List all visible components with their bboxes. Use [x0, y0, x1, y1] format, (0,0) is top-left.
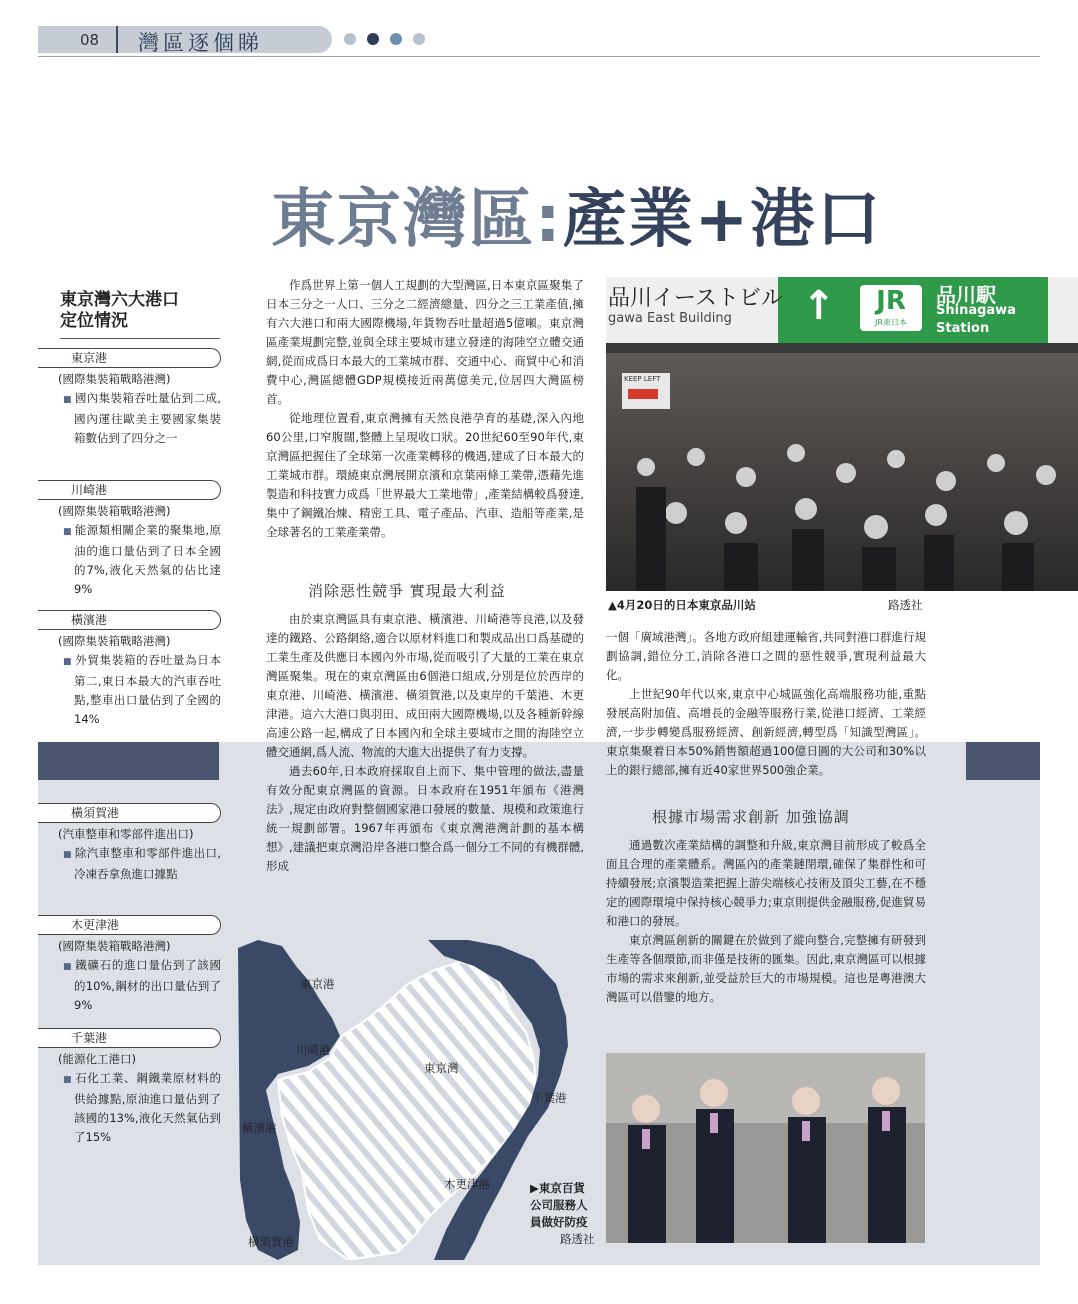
- jr-logo: [860, 285, 922, 331]
- photo2-credit: 路透社: [560, 1232, 595, 1246]
- port-role: (能源化工港口): [58, 1052, 136, 1066]
- sidebar-title: [60, 290, 179, 332]
- port-detail: 能源類相關企業的聚集地,原油的進口量佔到了日本全國的7%,液化天然氣的佔比達9%: [74, 523, 221, 596]
- sign-east-building-en: gawa East Building: [608, 311, 732, 326]
- tokyo-bay-map-graphic: [238, 940, 578, 1260]
- sidebar-title-line1: 東京灣六大港口: [60, 290, 179, 310]
- subheading-1: 消除惡性競爭 實現最大利益: [308, 582, 506, 600]
- jr-logo-text: JR: [876, 286, 906, 316]
- paragraph: 過去60年,日本政府採取自上而下、集中管理的做法,盡量有效分配東京灣區的資源。日本政府在1951年頒布《港灣法》,規定由政府對整個國家港口發展的數量、規模和政策進行統一規劃部署。1967年再頒布《東京灣港灣計劃的基本構想》,建議把東京灣沿岸各港口整合爲一個分工不同的有機群體,形成: [266, 764, 584, 873]
- header-divider: [116, 26, 118, 53]
- port-role: (國際集裝箱戰略港灣): [58, 939, 171, 953]
- header-dot-3: [390, 33, 402, 45]
- port-detail: 鐵礦石的進口量佔到了該國的10%,鋼材的出口量佔到了9%: [74, 958, 221, 1012]
- port-kawasaki: 川崎港 (國際集裝箱戰略港灣) ■ 能源類相關企業的聚集地,原油的進口量佔到了日本全國的7%,液化天然氣的佔比達9%: [38, 480, 221, 599]
- port-role: (國際集裝箱戰略港灣): [58, 504, 171, 518]
- port-name: 千葉港: [38, 1028, 221, 1048]
- article-column-1: [266, 276, 584, 542]
- port-tokyo: 東京港 (國際集裝箱戰略港灣) ■ 國內集裝箱吞吐量佔到二成,國內運往歐美主要國家集裝箱數佔到了四分之一: [38, 348, 221, 448]
- subheading-2: 根據市場需求創新 加強協調: [652, 808, 850, 826]
- sign-station-en-1: Shinagawa: [936, 303, 1016, 318]
- port-role: (汽車整車和零部件進出口): [58, 827, 194, 841]
- paragraph: 從地理位置看,東京灣擁有天然良港孕育的基礎,深入內地60公里,口窄腹闊,整體上呈現收口狀。20世紀60至90年代,東京灣區把握住了全球第一次產業轉移的機遇,建成了日本最大的工業城市群。環繞東京灣展開京濱和京葉兩條工業帶,憑藉先進製造和科技實力成爲「世界最大工業地帶」,產業結構較爲發達,集中了鋼鐵冶煉、精密工具、電子產品、汽車、造船等產業,是全球著名的工業產業帶。: [266, 411, 584, 539]
- sidebar-rule: [60, 338, 220, 339]
- map-label-tokyo-bay: 東京灣: [424, 1061, 459, 1075]
- paragraph: 上世紀90年代以來,東京中心城區強化高端服務功能,重點發展高附加值、高增長的金融等服務行業,從港口經濟、工業經濟,一步步轉變爲服務經濟、創新經濟,轉型爲「知識型灣區」。東京集聚着日本50%銷售額超過100億日圓的大公司和30%以上的銀行總部,擁有近40家世界500強企業。: [606, 687, 926, 777]
- port-detail: 除汽車整車和零部件進出口,冷凍吞拿魚進口據點: [74, 846, 221, 881]
- photo-staff-graphic: [606, 1053, 925, 1243]
- port-name: 橫濱港: [38, 610, 221, 630]
- port-name: 川崎港: [38, 480, 221, 500]
- port-name: 木更津港: [38, 915, 221, 935]
- photo1-caption: ▲4月20日的日本東京品川站: [608, 598, 756, 612]
- article-column-1-cont: [266, 610, 584, 876]
- article-column-2-cont: [606, 836, 926, 1007]
- paragraph: 通過數次產業結構的調整和升級,東京灣目前形成了較爲全面且合理的產業體系。灣區內的產業鏈閉環,確保了集群性和可持續發展;京濱製造業把握上游尖端核心技術及頂尖工藝,在不穩定的國際環境中保持核心競爭力;東京則提供金融服務,促進貿易和港口的發展。: [606, 838, 926, 928]
- band-accent-right: [966, 742, 1040, 780]
- photo2-caption-line3: 員做好防疫: [530, 1215, 588, 1229]
- paragraph: 一個「廣域港灣」。各地方政府組建運輸省,共同對港口群進行規劃協調,錯位分工,消除各港口之間的惡性競爭,實現利益最大化。: [606, 630, 926, 682]
- map-label-tokyo-port: 東京港: [300, 977, 335, 991]
- port-detail: 國內集裝箱吞吐量佔到二成,國內運往歐美主要國家集裝箱數佔到了四分之一: [74, 391, 221, 445]
- band-accent-left: [38, 742, 219, 780]
- port-role: (國際集裝箱戰略港灣): [58, 372, 171, 386]
- headline-part1: 東京灣區: [271, 183, 535, 257]
- sign-station-jp: 品川駅: [936, 283, 996, 307]
- header-rule: [38, 56, 1040, 57]
- port-chiba: 千葉港 (能源化工港口) ■ 石化工業、鋼鐵業原材料的供給據點,原油進口量佔到了該國的13%,液化天然氣佔到了15%: [38, 1028, 221, 1147]
- headline: [271, 168, 882, 260]
- headline-part2: 產業+港口: [562, 183, 883, 257]
- page-number: 08: [80, 31, 100, 49]
- port-kisarazu: 木更津港 (國際集裝箱戰略港灣) ■ 鐵礦石的進口量佔到了該國的10%,鋼材的出口量佔到了9%: [38, 915, 221, 1015]
- tokyo-bay-map: [238, 940, 578, 1260]
- sidebar-title-line2: 定位情況: [60, 311, 128, 331]
- jr-east-text: JR東日本: [875, 318, 907, 327]
- map-label-kisarazu-port: 木更津港: [444, 1177, 490, 1191]
- photo2-caption-line2: 公司服務人: [530, 1198, 588, 1212]
- port-detail: 石化工業、鋼鐵業原材料的供給據點,原油進口量佔到了該國的13%,液化天然氣佔到了15%: [74, 1071, 221, 1144]
- map-label-chiba-port: 千葉港: [532, 1091, 567, 1105]
- paragraph: 東京灣區創新的關鍵在於做到了縱向整合,完整擁有研發到生產等各個環節,而非僅是技術的匯集。因此,東京灣區可以根據市場的需求來創新,並受益於巨大的市場規模。這也是粵港澳大灣區可以借鑒的地方。: [606, 933, 926, 1004]
- map-label-kawasaki-port: 川崎港: [296, 1043, 331, 1057]
- port-detail: 外貿集裝箱的吞吐量為日本第二,東日本最大的汽車吞吐點,整車出口量佔到了全國的14%: [74, 653, 221, 726]
- port-yokohama: 橫濱港 (國際集裝箱戰略港灣) ■ 外貿集裝箱的吞吐量為日本第二,東日本最大的汽車吞吐點,整車出口量佔到了全國的14%: [38, 610, 221, 729]
- paragraph: 作爲世界上第一個人工規劃的大型灣區,日本東京區聚集了日本三分之一人口、三分之二經濟總量、四分之三工業產值,擁有六大港口和兩大國際機場,年貨物吞吐量超過5億噸。東京灣區產業規劃完整,並與全球主要城市建立發達的海陸空立體交通網,從而成爲日本最大的工業城市群、交通中心、商貿中心和消費中心,灣區總體GDP規模接近兩萬億美元,位居四大灣區榜首。: [266, 278, 584, 406]
- photo1-credit: 路透社: [888, 598, 923, 612]
- headline-colon: :: [535, 183, 563, 257]
- port-name: 東京港: [38, 348, 221, 368]
- port-name: 橫須賀港: [38, 803, 221, 823]
- port-yokosuka: 橫須賀港 (汽車整車和零部件進出口) ■ 除汽車整車和零部件進出口,冷凍吞拿魚進口據點: [38, 803, 221, 884]
- photo2-caption-line1: ▶東京百貨: [530, 1181, 585, 1195]
- header-dot-1: [344, 33, 356, 45]
- photo-shinagawa-station: [606, 277, 1078, 591]
- photo-department-store-staff: [606, 1053, 925, 1243]
- map-label-yokohama-port: 橫濱港: [242, 1121, 277, 1135]
- header-dot-4: [413, 33, 425, 45]
- paragraph: 由於東京灣區具有東京港、橫濱港、川崎港等良港,以及發達的鐵路、公路網絡,適合以原材料進口和製成品出口爲基礎的工業生產及供應日本國內外市場,從而吸引了大量的工業在東京灣區聚集。現在的東京灣區由6個港口組成,分別是位於西岸的東京港、川崎港、橫濱港、橫須賀港,以及東岸的千葉港、木更津港。這六大港口與羽田、成田兩大國際機場,以及各種新幹線高速公路一起,構成了日本國內和全球主要城市之間的海陸空立體交通網,爲人流、物流的大進大出提供了有力支撐。: [266, 612, 584, 759]
- header-dot-2: [367, 33, 379, 45]
- keep-left-sign: KEEP LEFT: [624, 375, 661, 383]
- section-title: 灣區逐個睇: [138, 31, 263, 55]
- sign-station-en-2: Station: [936, 321, 990, 336]
- map-label-yokosuka-port: 橫須賀港: [248, 1235, 294, 1249]
- arrow-up-icon: ↑: [802, 283, 836, 329]
- port-role: (國際集裝箱戰略港灣): [58, 634, 171, 648]
- sign-east-building-jp: 品川イーストビル: [608, 286, 783, 311]
- article-column-2: [606, 628, 926, 780]
